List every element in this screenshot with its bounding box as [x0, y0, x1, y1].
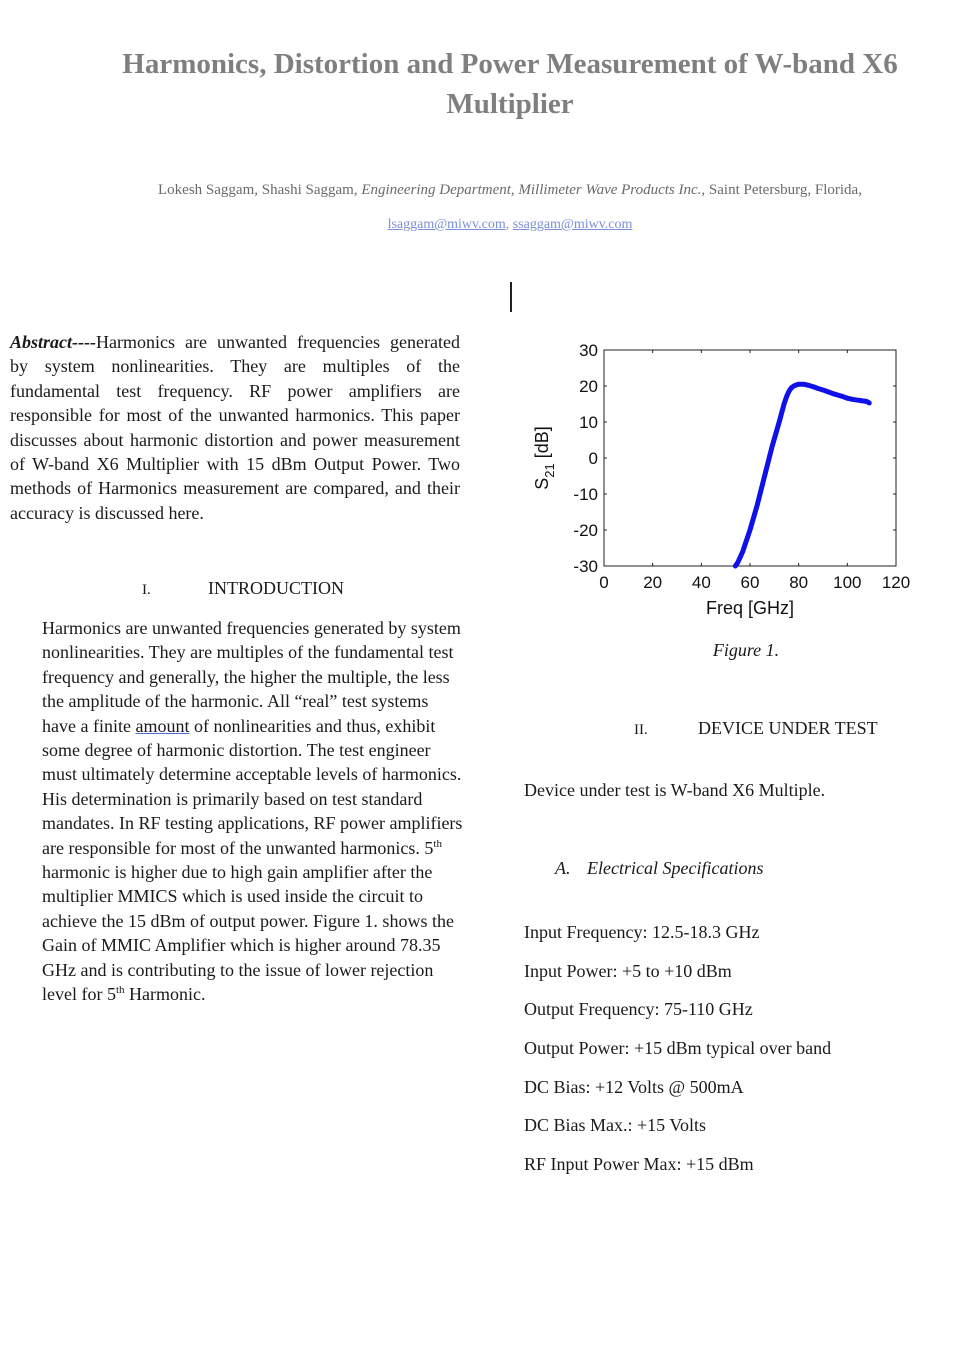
- figure-caption: Figure 1.: [712, 640, 780, 660]
- abstract-paragraph: [10, 330, 460, 525]
- spec-item: DC Bias Max.: +15 Volts: [524, 1115, 707, 1136]
- text-cursor: [510, 282, 512, 312]
- y-tick-label: 30: [579, 341, 598, 360]
- spec-item: DC Bias: +12 Volts @ 500mA: [524, 1076, 744, 1097]
- y-tick-label: -20: [573, 521, 598, 540]
- y-tick-label: 20: [579, 377, 598, 396]
- y-axis-label: [532, 426, 557, 490]
- y-tick-label: -30: [573, 557, 598, 576]
- author-affiliation: Engineering Department, Millimeter Wave Products Inc.,: [361, 182, 706, 198]
- s21-chart: [526, 330, 926, 630]
- section-title: DEVICE UNDER TEST: [698, 718, 878, 738]
- section-number: II.: [634, 722, 648, 738]
- intro-text-3: harmonic is higher due to high gain amplifier after the multiplier MMICS which is used inside the circuit to achieve the 15 dBm of output power. Figure 1. shows the Gain of MMIC Amplifier which is higher around 78.35 GHz and is contributing to the issue of lower rejection level for 5: [42, 862, 454, 1005]
- author-names: Lokesh Saggam, Shashi Saggam,: [158, 182, 358, 198]
- intro-text-4: Harmonic.: [124, 984, 206, 1005]
- y-axis-label-subscript: 21: [542, 463, 557, 478]
- email-link-1[interactable]: lsaggam@miwv.com: [387, 217, 506, 232]
- spec-list: [524, 920, 831, 1191]
- superscript-th: th: [115, 984, 125, 997]
- section-number: I.: [142, 582, 151, 598]
- intro-underlined-word: amount: [135, 715, 190, 736]
- x-tick-label: 80: [789, 573, 809, 592]
- spec-item: Input Frequency: 12.5-18.3 GHz: [524, 922, 760, 942]
- subsection-heading-specs: [555, 858, 763, 879]
- spec-item: Output Frequency: 75-110 GHz: [524, 999, 753, 1020]
- x-tick-label: 20: [643, 573, 663, 592]
- y-tick-label: 0: [588, 449, 598, 468]
- paper-title: Harmonics, Distortion and Power Measurement of W-band X6 Multiplier: [122, 48, 898, 120]
- y-tick-label: 10: [579, 413, 598, 432]
- section-heading-introduction: [142, 578, 344, 599]
- x-tick-label: 120: [881, 573, 911, 592]
- abstract-lead: Abstract----: [10, 332, 96, 352]
- x-tick-label: 100: [833, 573, 862, 592]
- email-separator: ,: [505, 217, 510, 232]
- spec-item: Input Power: +5 to +10 dBm: [524, 960, 732, 981]
- s21-series-line: [735, 384, 869, 566]
- subsection-number: A.: [555, 858, 571, 878]
- introduction-paragraph: [42, 616, 464, 1007]
- section-heading-dut: [634, 718, 878, 739]
- spec-item: RF Input Power Max: +15 dBm: [524, 1154, 754, 1175]
- section-title: INTRODUCTION: [208, 578, 344, 598]
- dut-paragraph: Device under test is W-band X6 Multiple.: [524, 780, 826, 800]
- x-tick-label: 0: [599, 573, 609, 592]
- x-axis-label: Freq [GHz]: [705, 598, 795, 618]
- author-location: Saint Petersburg, Florida,: [708, 182, 862, 198]
- email-link-2[interactable]: ssaggam@miwv.com: [512, 217, 633, 232]
- y-tick-label: -10: [573, 485, 598, 504]
- subsection-title: Electrical Specifications: [587, 858, 764, 878]
- superscript-th: th: [433, 837, 442, 850]
- spec-item: Output Power: +15 dBm typical over band: [524, 1038, 832, 1059]
- intro-text-1: Harmonics are unwanted frequencies generated by system nonlinearities. They are multiples of the fundamental test frequency and generally, the higher the multiple, the less the amplitude of the harmonic. All “real” test systems have a finite: [42, 618, 461, 736]
- email-line: [60, 217, 960, 233]
- y-axis-label-main: S: [532, 477, 552, 490]
- x-tick-label: 60: [740, 573, 760, 592]
- x-tick-label: 40: [691, 573, 711, 592]
- intro-text-2: of nonlinearities and thus, exhibit some degree of harmonic distortion. The test engineer must ultimately determine acceptable levels of harmonics. His determination is primarily based on test standard mandates. In RF testing applications, RF power amplifiers are responsible for most of the unwanted harmonics. 5: [42, 715, 463, 858]
- abstract-text: Harmonics are unwanted frequencies generated by system nonlinearities. They are multiples of the fundamental test frequency. RF power amplifiers are responsible for most of the unwanted harmonics. This paper discusses about harmonic distortion and power measurement of W-band X6 Multiplier with 15 dBm Output Power. Two methods of Harmonics measurement are compared, and their accuracy is discussed here.: [10, 332, 460, 523]
- author-line: [60, 182, 960, 199]
- y-axis-label-unit: [dB]: [532, 426, 552, 464]
